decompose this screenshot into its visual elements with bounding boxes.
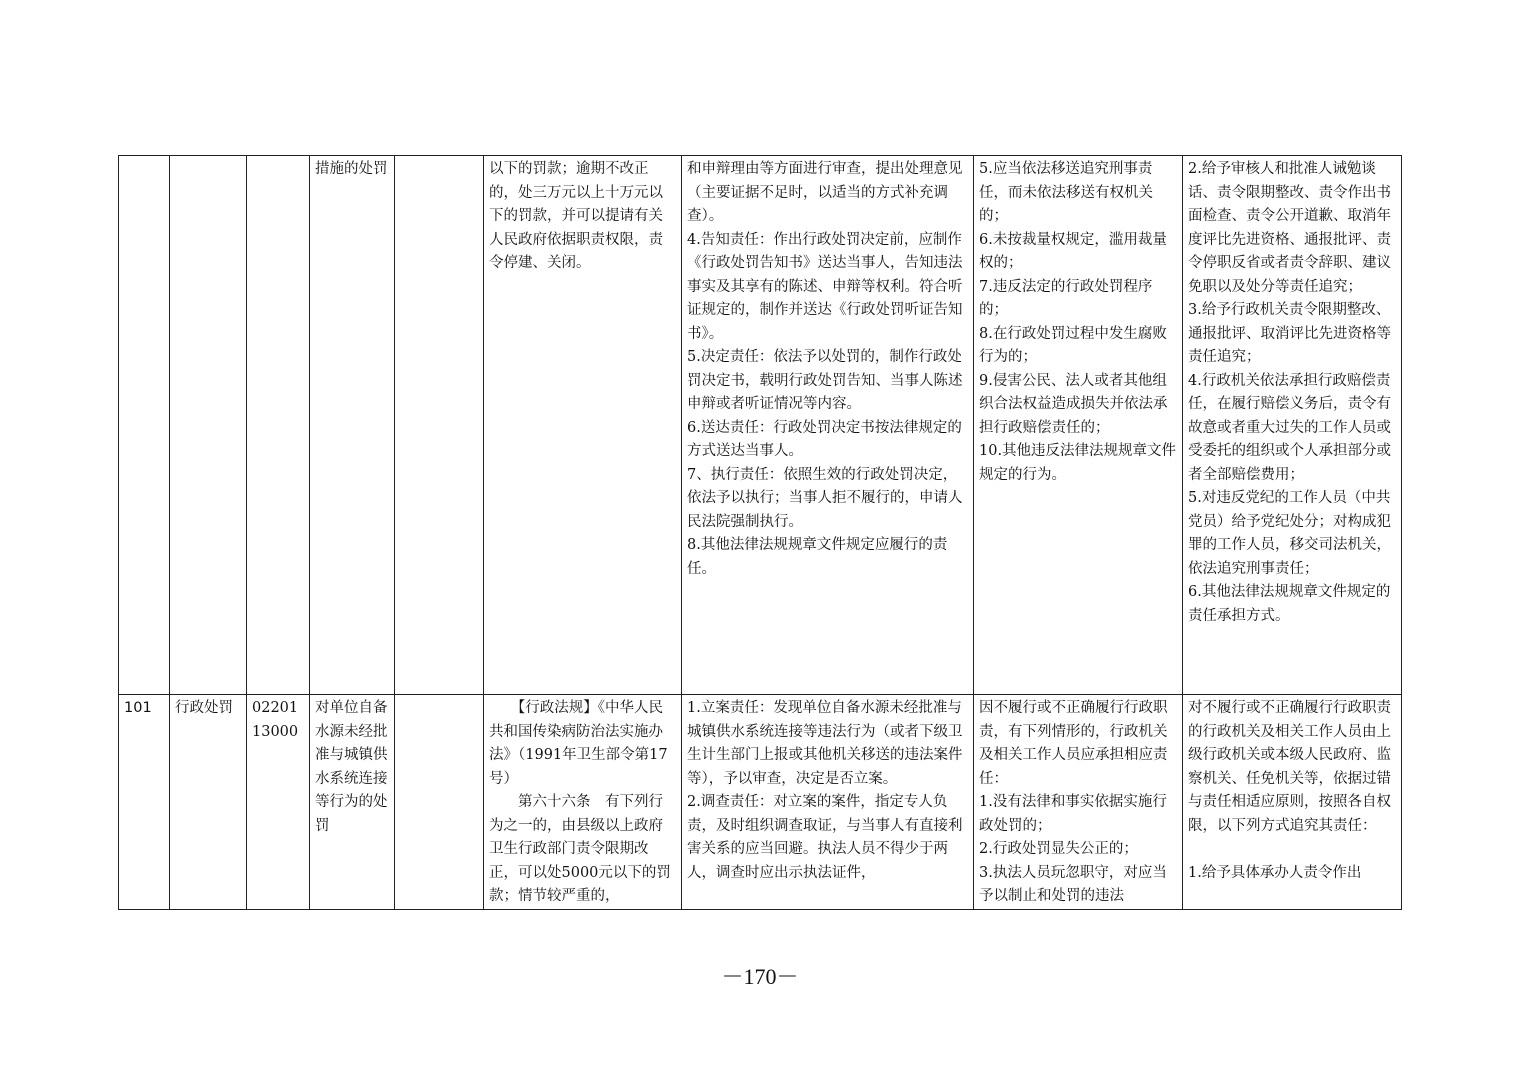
cell-category xyxy=(170,156,247,695)
cell-responsibilities: 1.立案责任：发现单位自备水源未经批准与城镇供水系统连接等违法行为（或者下级卫生计生部门上报或其他机关移送的违法案件等），予以审查，决定是否立案。 2.调查责任：对立案的案件，指定专人负责，及时组织调查取证，与当事人有直接利害关系的应当回避。执法人员不得少于两人，调查时应出示执法证件， xyxy=(682,695,974,910)
cell-seq xyxy=(119,156,170,695)
cell-responsibilities: 和申辩理由等方面进行审查，提出处理意见（主要证据不足时，以适当的方式补充调查）。 4.告知责任：作出行政处罚决定前，应制作《行政处罚告知书》送达当事人，告知违法事实及其享有的陈述、申辩等权利。符合听证规定的，制作并送达《行政处罚听证告知书》。 5.决定责任：依法予以处罚的，制作行政处罚决定书，载明行政处罚告知、当事人陈述申辩或者听证情况等内容。 6.送达责任：行政处罚决定书按法律规定的方式送达当事人。 7、执行责任：依照生效的行政处罚决定，依法予以执行；当事人拒不履行的，申请人民法院强制执行。 8.其他法律法规规章文件规定应履行的责任。 xyxy=(682,156,974,695)
cell-item-name: 措施的处罚 xyxy=(310,156,395,695)
cell-accountability-methods: 对不履行或不正确履行行政职责的行政机关及相关工作人员由上级行政机关或本级人民政府、监察机关、任免机关等，依据过错与责任相适应原则，按照各自权限，以下列方式追究其责任： 1.给予具体承办人责令作出 xyxy=(1183,695,1402,910)
cell-legal-basis: 以下的罚款；逾期不改正的，处三万元以上十万元以下的罚款，并可以提请有关人民政府依据职责权限，责令停建、关闭。 xyxy=(484,156,682,695)
cell-subitem xyxy=(395,156,484,695)
cell-accountability-cases: 因不履行或不正确履行行政职责，有下列情形的，行政机关及相关工作人员应承担相应责任： 1.没有法律和事实依据实施行政处罚的； 2.行政处罚显失公正的； 3.执法人员玩忽职守，对应当予以制止和处罚的违法 xyxy=(974,695,1183,910)
cell-category: 行政处罚 xyxy=(170,695,247,910)
cell-code: 0220113000 xyxy=(247,695,310,910)
cell-legal-basis: 【行政法规】《中华人民共和国传染病防治法实施办法》（1991年卫生部令第17号） 第六十六条 有下列行为之一的，由县级以上政府卫生行政部门责令限期改正，可以处5000元以下的罚款；情节较严重的， xyxy=(484,695,682,910)
cell-subitem xyxy=(395,695,484,910)
responsibility-table xyxy=(118,155,1402,910)
cell-item-name: 对单位自备水源未经批准与城镇供水系统连接等行为的处罚 xyxy=(310,695,395,910)
cell-seq: 101 xyxy=(119,695,170,910)
table-row xyxy=(119,695,1402,910)
table-row xyxy=(119,156,1402,695)
cell-code xyxy=(247,156,310,695)
cell-accountability-methods: 2.给予审核人和批准人诫勉谈话、责令限期整改、责令作出书面检查、责令公开道歉、取消年度评比先进资格、通报批评、责令停职反省或者责令辞职、建议免职以及处分等责任追究； 3.给予行政机关责令限期整改、通报批评、取消评比先进资格等责任追究； 4.行政机关依法承担行政赔偿责任，在履行赔偿义务后，责令有故意或者重大过失的工作人员或受委托的组织或个人承担部分或者全部赔偿费用； 5.对违反党纪的工作人员（中共党员）给予党纪处分；对构成犯罪的工作人员，移交司法机关，依法追究刑事责任； 6.其他法律法规规章文件规定的责任承担方式。 xyxy=(1183,156,1402,695)
cell-accountability-cases: 5.应当依法移送追究刑事责任，而未依法移送有权机关的； 6.未按裁量权规定，滥用裁量权的； 7.违反法定的行政处罚程序的； 8.在行政处罚过程中发生腐败行为的； 9.侵害公民、法人或者其他组织合法权益造成损失并依法承担行政赔偿责任的； 10.其他违反法律法规规章文件规定的行为。 xyxy=(974,156,1183,695)
page-number: －170－ xyxy=(721,964,799,989)
